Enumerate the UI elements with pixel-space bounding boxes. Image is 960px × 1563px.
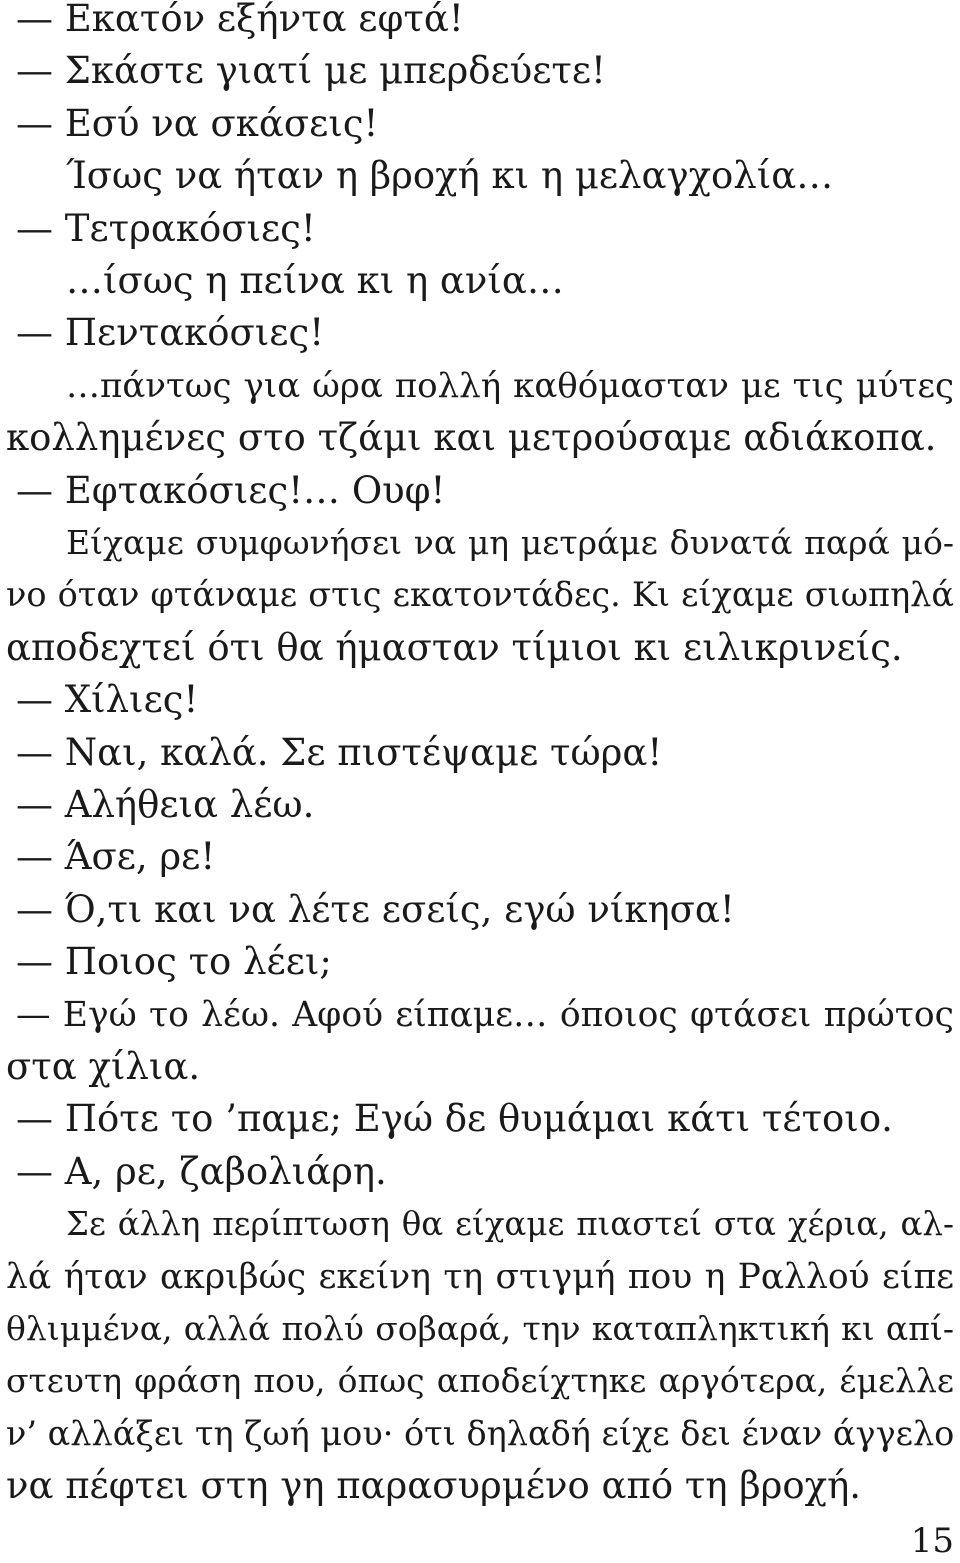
text-line: — Πότε το ’παμε; Εγώ δε θυμάμαι κάτι τέτοιο. [16, 1097, 893, 1141]
text-line: — Ό,τι και να λέτε εσείς, εγώ νίκησα! [16, 887, 735, 931]
text-line: — Τετρακόσιες! [16, 206, 316, 250]
text-line: — Ναι, καλά. Σε πιστέψαμε τώρα! [16, 730, 663, 774]
text-line: — Χίλιες! [16, 678, 199, 722]
text-line: — Εφτακόσιες!… Ουφ! [16, 468, 446, 512]
text-line: στευτη φράση που, όπως αποδείχτηκε αργότερα, έμελλε [6, 1361, 954, 1401]
text-line: κολλημένες στο τζάμι και μετρούσαμε αδιάκοπα. [6, 416, 937, 460]
text-line: αποδεχτεί ότι θα ήμασταν τίμιοι κι ειλικρινείς. [6, 625, 903, 669]
text-line: — Πεντακόσιες! [16, 311, 325, 355]
text-line: …πάντως για ώρα πολλή καθόμασταν με τις μύτες [66, 365, 954, 406]
text-line: να πέφτει στη γη παρασυρμένο από τη βροχή. [6, 1464, 862, 1508]
text-line: ν’ αλλάξει τη ζωή μου· ότι δηλαδή είχε δει έναν άγγελο [6, 1413, 955, 1453]
text-line: — Εγώ το λέω. Αφού είπαμε… όποιος φτάσει πρώτος [16, 994, 954, 1035]
text-line: — Ποιος το λέει; [16, 940, 332, 984]
text-line: θλιμμένα, αλλά πολύ σοβαρά, την καταπληκτική κι απί- [6, 1309, 954, 1348]
text-line: Είχαμε συμφωνήσει να μη μετράμε δυνατά παρά μό- [66, 523, 954, 562]
text-line: νο όταν φτάναμε στις εκατοντάδες. Κι είχαμε σιωπηλά [6, 575, 954, 615]
text-line: Σε άλλη περίπτωση θα είχαμε πιαστεί στα χέρια, αλ- [66, 1205, 954, 1244]
text-line: στα χίλια. [6, 1045, 201, 1088]
text-line: Ίσως να ήταν η βροχή κι η μελαγχολία… [66, 154, 834, 198]
text-line: λά ήταν ακριβώς εκείνη τη στιγμή που η Ραλλού είπε [6, 1256, 954, 1297]
text-line: — Αλήθεια λέω. [16, 783, 315, 826]
text-line: — Εσύ να σκάσεις! [16, 101, 379, 145]
page-number: 15 [910, 1521, 954, 1561]
text-line: — Άσε, ρε! [16, 835, 216, 879]
text-line: — Α, ρε, ζαβολιάρη. [16, 1149, 387, 1193]
text-line: — Εκατόν εξήντα εφτά! [16, 0, 464, 40]
text-line: — Σκάστε γιατί με μπερδεύετε! [16, 49, 606, 93]
text-line: …ίσως η πείνα κι η ανία… [66, 259, 564, 302]
